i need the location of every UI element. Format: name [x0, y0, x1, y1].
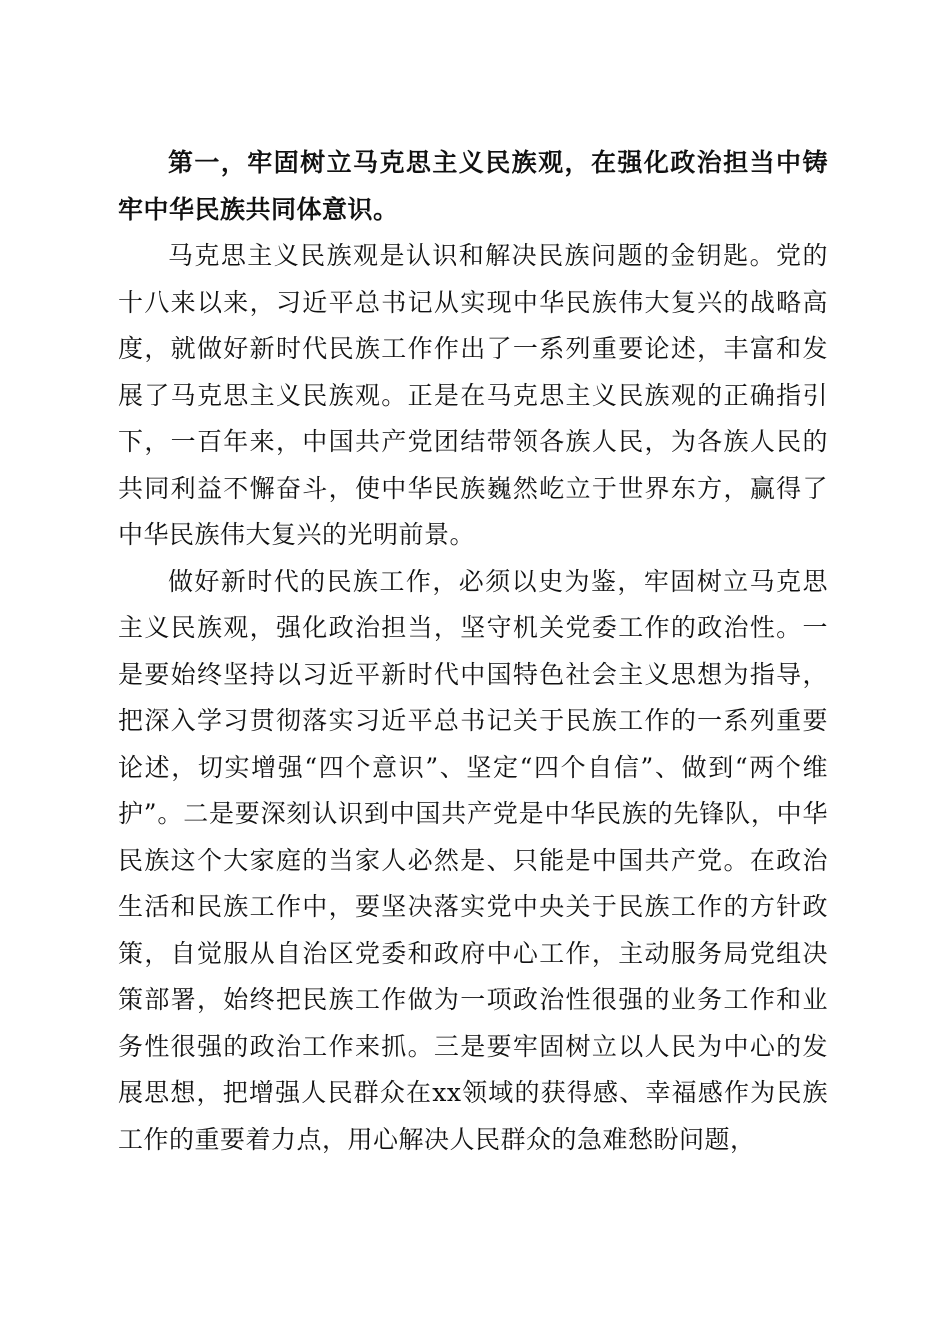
paragraph-marxist-view: 马克思主义民族观是认识和解决民族问题的金钥匙。党的十八来以来，习近平总书记从实现中华民族伟大复兴的战略高度，就做好新时代民族工作作出了一系列重要论述，丰富和发展了马克思主义民族观。正是在马克思主义民族观的正确指引下，一百年来，中国共产党团结带领各族人民，为各族人民的共同利益不懈奋斗，使中华民族巍然屹立于世界东方，赢得了中华民族伟大复兴的光明前景。	[118, 241, 828, 549]
paragraph-new-era-work: 做好新时代的民族工作，必须以史为鉴，牢固树立马克思主义民族观，强化政治担当，坚守机关党委工作的政治性。一是要始终坚持以习近平新时代中国特色社会主义思想为指导，把深入学习贯彻落实习近平总书记关于民族工作的一系列重要论述，切实增强“四个意识”、坚定“四个自信”、做到“两个维护”。二是要深刻认识到中国共产党是中华民族的先锋队，中华民族这个大家庭的当家人必然是、只能是中国共产党。在政治生活和民族工作中，要坚决落实党中央关于民族工作的方针政策，自觉服从自治区党委和政府中心工作，主动服务局党组决策部署，始终把民族工作做为一项政治性很强的业务工作和业务性很强的政治工作来抓。三是要牢固树立以人民为中心的发展思想，把增强人民群众在xx领域的获得感、幸福感作为民族工作的重要着力点，用心解决人民群众的急难愁盼问题，	[118, 566, 828, 1154]
document-body	[118, 140, 828, 1163]
section-heading: 第一，牢固树立马克思主义民族观，在强化政治担当中铸牢中华民族共同体意识。	[118, 148, 828, 224]
